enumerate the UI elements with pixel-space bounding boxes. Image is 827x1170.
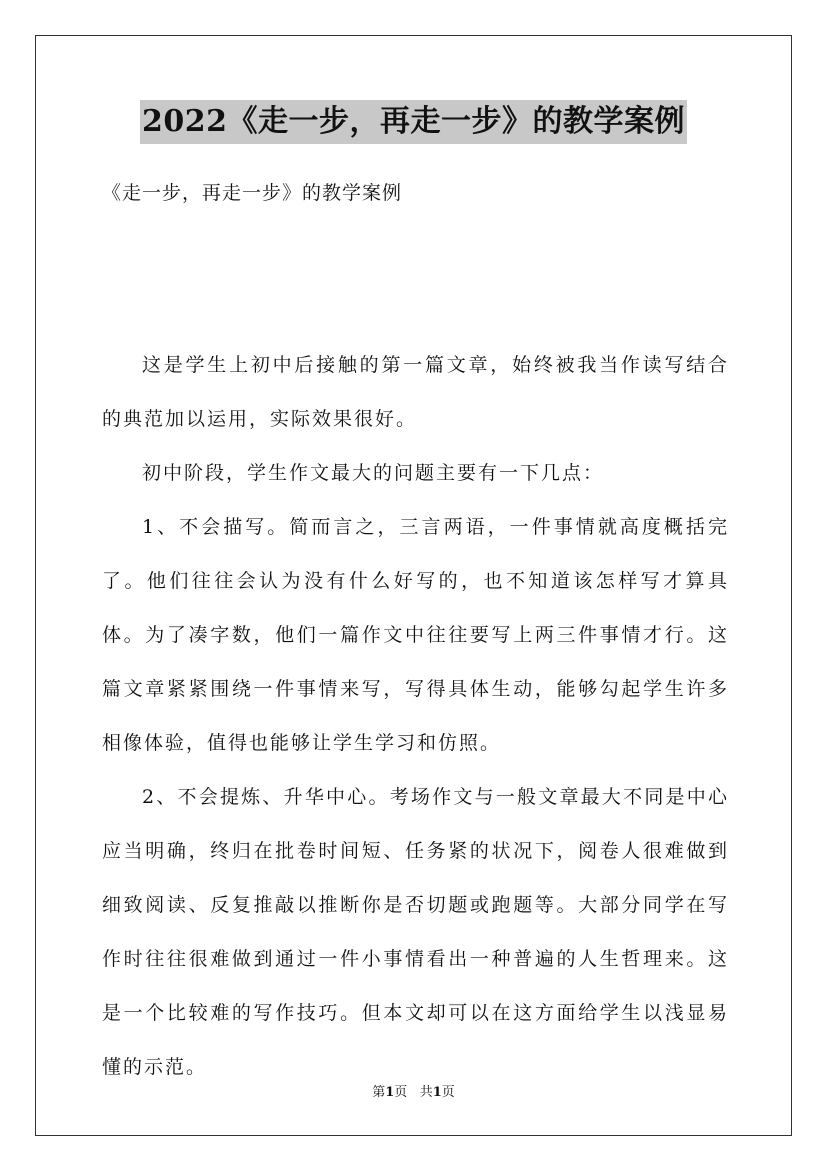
total-pages: 1 bbox=[432, 1085, 442, 1100]
page-prefix: 第 bbox=[372, 1085, 386, 1100]
title-container bbox=[0, 100, 827, 144]
paragraph: 这是学生上初中后接触的第一篇文章，始终被我当作读写结合的典范加以运用，实际效果很好。 bbox=[102, 354, 729, 430]
document-body bbox=[102, 338, 729, 1094]
paragraph: 1、不会描写。简而言之，三言两语，一件事情就高度概括完了。他们往往会认为没有什么好写的，也不知道该怎样写才算具体。为了凑字数，他们一篇作文中往往要写上两三件事情才行。这篇文章紧紧围绕一件事情来写，写得具体生动，能够勾起学生许多相像体验，值得也能够让学生学习和仿照。 bbox=[102, 516, 729, 754]
page-number: 1 bbox=[385, 1085, 395, 1100]
paragraph: 2、不会提炼、升华中心。考场作文与一般文章最大不同是中心应当明确，终归在批卷时间短、任务紧的状况下，阅卷人很难做到细致阅读、反复推敲以推断你是否切题或跑题等。大部分同学在写作时往往很难做到通过一件小事情看出一种普遍的人生哲理来。这是一个比较难的写作技巧。但本文却可以在这方面给学生以浅显易懂的示范。 bbox=[102, 786, 729, 1078]
document-title: 2022《走一步，再走一步》的教学案例 bbox=[140, 100, 687, 144]
page-footer bbox=[0, 1084, 827, 1102]
paragraph: 初中阶段，学生作文最大的问题主要有一下几点： bbox=[142, 462, 605, 484]
page-suffix: 页 bbox=[394, 1085, 408, 1100]
total-suffix: 页 bbox=[441, 1085, 455, 1100]
document-subtitle: 《走一步，再走一步》的教学案例 bbox=[102, 182, 403, 204]
total-prefix: 共 bbox=[419, 1085, 433, 1100]
